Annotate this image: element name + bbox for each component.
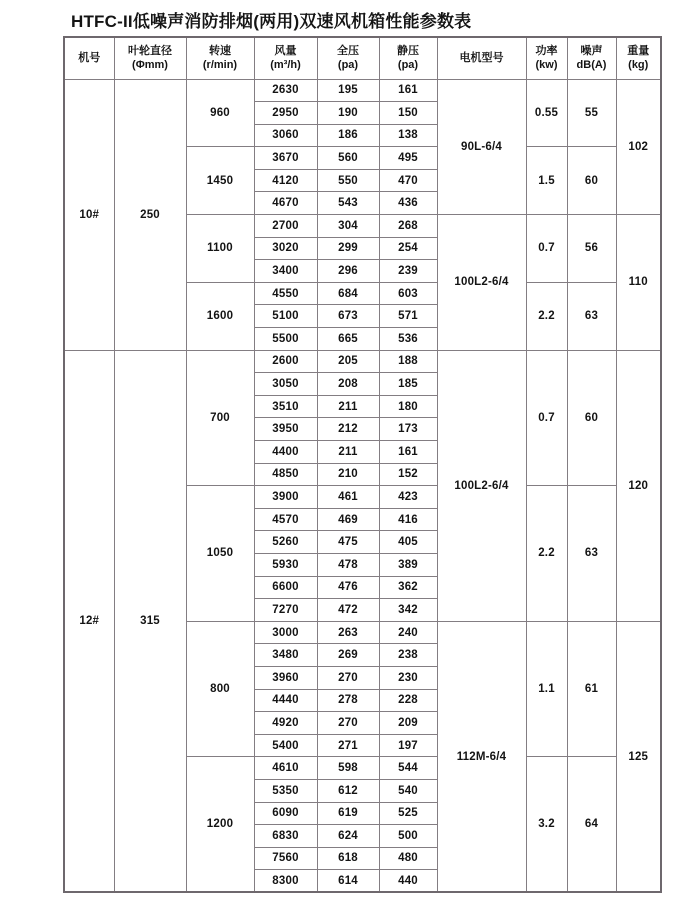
performance-table xyxy=(63,36,662,893)
cell-airflow: 5350 xyxy=(254,779,317,802)
cell-impeller-diameter: 315 xyxy=(114,350,186,892)
cell-total-pressure: 619 xyxy=(317,802,379,825)
cell-speed: 800 xyxy=(186,621,254,757)
cell-total-pressure: 296 xyxy=(317,260,379,283)
cell-static-pressure: 423 xyxy=(379,486,437,509)
cell-total-pressure: 598 xyxy=(317,757,379,780)
cell-noise: 55 xyxy=(567,79,616,147)
header-motor-model: 电机型号 xyxy=(437,37,526,79)
cell-power: 2.2 xyxy=(526,486,567,622)
cell-total-pressure: 271 xyxy=(317,734,379,757)
cell-motor-model: 100L2-6/4 xyxy=(437,350,526,621)
cell-speed: 960 xyxy=(186,79,254,147)
cell-static-pressure: 161 xyxy=(379,79,437,102)
cell-total-pressure: 618 xyxy=(317,847,379,870)
cell-static-pressure: 544 xyxy=(379,757,437,780)
cell-static-pressure: 470 xyxy=(379,169,437,192)
cell-static-pressure: 173 xyxy=(379,418,437,441)
cell-total-pressure: 211 xyxy=(317,441,379,464)
cell-weight: 120 xyxy=(616,350,661,621)
cell-static-pressure: 405 xyxy=(379,531,437,554)
cell-static-pressure: 138 xyxy=(379,124,437,147)
cell-airflow: 6830 xyxy=(254,825,317,848)
cell-total-pressure: 461 xyxy=(317,486,379,509)
cell-total-pressure: 472 xyxy=(317,599,379,622)
cell-total-pressure: 624 xyxy=(317,825,379,848)
cell-total-pressure: 560 xyxy=(317,147,379,170)
cell-total-pressure: 543 xyxy=(317,192,379,215)
cell-static-pressure: 188 xyxy=(379,350,437,373)
cell-motor-model: 90L-6/4 xyxy=(437,79,526,215)
cell-speed: 1200 xyxy=(186,757,254,893)
cell-machine-no: 10# xyxy=(64,79,114,350)
cell-static-pressure: 209 xyxy=(379,712,437,735)
cell-airflow: 3000 xyxy=(254,621,317,644)
cell-total-pressure: 469 xyxy=(317,508,379,531)
cell-airflow: 3400 xyxy=(254,260,317,283)
cell-airflow: 3510 xyxy=(254,395,317,418)
cell-total-pressure: 299 xyxy=(317,237,379,260)
cell-noise: 61 xyxy=(567,621,616,757)
cell-noise: 64 xyxy=(567,757,616,893)
cell-total-pressure: 263 xyxy=(317,621,379,644)
cell-impeller-diameter: 250 xyxy=(114,79,186,350)
cell-airflow: 5100 xyxy=(254,305,317,328)
cell-speed: 1050 xyxy=(186,486,254,622)
cell-static-pressure: 150 xyxy=(379,102,437,125)
cell-airflow: 4920 xyxy=(254,712,317,735)
cell-airflow: 3900 xyxy=(254,486,317,509)
cell-weight: 110 xyxy=(616,215,661,351)
cell-static-pressure: 536 xyxy=(379,328,437,351)
cell-total-pressure: 269 xyxy=(317,644,379,667)
cell-total-pressure: 550 xyxy=(317,169,379,192)
cell-total-pressure: 614 xyxy=(317,870,379,893)
cell-weight: 125 xyxy=(616,621,661,892)
cell-airflow: 2950 xyxy=(254,102,317,125)
cell-static-pressure: 525 xyxy=(379,802,437,825)
cell-noise: 56 xyxy=(567,215,616,283)
cell-static-pressure: 161 xyxy=(379,441,437,464)
header-row xyxy=(64,37,661,79)
cell-static-pressure: 540 xyxy=(379,779,437,802)
cell-static-pressure: 240 xyxy=(379,621,437,644)
cell-airflow: 3020 xyxy=(254,237,317,260)
cell-total-pressure: 186 xyxy=(317,124,379,147)
table-header xyxy=(64,37,661,79)
header-static-pressure: 静压 (pa) xyxy=(379,37,437,79)
cell-airflow: 4550 xyxy=(254,282,317,305)
cell-static-pressure: 571 xyxy=(379,305,437,328)
cell-static-pressure: 362 xyxy=(379,576,437,599)
header-weight: 重量 (kg) xyxy=(616,37,661,79)
cell-airflow: 6600 xyxy=(254,576,317,599)
cell-static-pressure: 185 xyxy=(379,373,437,396)
cell-total-pressure: 208 xyxy=(317,373,379,396)
cell-static-pressure: 268 xyxy=(379,215,437,238)
cell-airflow: 3050 xyxy=(254,373,317,396)
cell-airflow: 4400 xyxy=(254,441,317,464)
cell-airflow: 4440 xyxy=(254,689,317,712)
cell-total-pressure: 673 xyxy=(317,305,379,328)
header-airflow: 风量 (m³/h) xyxy=(254,37,317,79)
cell-total-pressure: 475 xyxy=(317,531,379,554)
cell-static-pressure: 436 xyxy=(379,192,437,215)
cell-airflow: 6090 xyxy=(254,802,317,825)
cell-noise: 63 xyxy=(567,282,616,350)
cell-power: 3.2 xyxy=(526,757,567,893)
cell-power: 1.1 xyxy=(526,621,567,757)
cell-speed: 1600 xyxy=(186,282,254,350)
cell-static-pressure: 416 xyxy=(379,508,437,531)
cell-static-pressure: 500 xyxy=(379,825,437,848)
cell-total-pressure: 665 xyxy=(317,328,379,351)
cell-total-pressure: 212 xyxy=(317,418,379,441)
cell-airflow: 3960 xyxy=(254,666,317,689)
cell-airflow: 4670 xyxy=(254,192,317,215)
cell-static-pressure: 152 xyxy=(379,463,437,486)
cell-static-pressure: 238 xyxy=(379,644,437,667)
header-impeller-diameter: 叶轮直径 (Φmm) xyxy=(114,37,186,79)
header-machine-no: 机号 xyxy=(64,37,114,79)
cell-airflow: 5260 xyxy=(254,531,317,554)
table-row xyxy=(64,79,661,102)
page-title: HTFC-II低噪声消防排烟(两用)双速风机箱性能参数表 xyxy=(71,12,472,31)
cell-airflow: 2700 xyxy=(254,215,317,238)
cell-total-pressure: 478 xyxy=(317,553,379,576)
cell-airflow: 5400 xyxy=(254,734,317,757)
cell-total-pressure: 304 xyxy=(317,215,379,238)
cell-power: 0.7 xyxy=(526,215,567,283)
cell-static-pressure: 342 xyxy=(379,599,437,622)
cell-power: 1.5 xyxy=(526,147,567,215)
cell-static-pressure: 180 xyxy=(379,395,437,418)
cell-total-pressure: 684 xyxy=(317,282,379,305)
cell-speed: 700 xyxy=(186,350,254,486)
cell-power: 2.2 xyxy=(526,282,567,350)
cell-static-pressure: 389 xyxy=(379,553,437,576)
cell-airflow: 3060 xyxy=(254,124,317,147)
header-total-pressure: 全压 (pa) xyxy=(317,37,379,79)
cell-total-pressure: 270 xyxy=(317,666,379,689)
cell-total-pressure: 211 xyxy=(317,395,379,418)
cell-static-pressure: 230 xyxy=(379,666,437,689)
cell-noise: 63 xyxy=(567,486,616,622)
cell-motor-model: 112M-6/4 xyxy=(437,621,526,892)
cell-total-pressure: 205 xyxy=(317,350,379,373)
cell-static-pressure: 239 xyxy=(379,260,437,283)
cell-power: 0.55 xyxy=(526,79,567,147)
cell-noise: 60 xyxy=(567,350,616,486)
cell-airflow: 7270 xyxy=(254,599,317,622)
cell-airflow: 4120 xyxy=(254,169,317,192)
cell-motor-model: 100L2-6/4 xyxy=(437,215,526,351)
cell-speed: 1450 xyxy=(186,147,254,215)
cell-airflow: 4570 xyxy=(254,508,317,531)
table-row xyxy=(64,350,661,373)
cell-airflow: 5500 xyxy=(254,328,317,351)
cell-airflow: 2630 xyxy=(254,79,317,102)
cell-static-pressure: 440 xyxy=(379,870,437,893)
cell-speed: 1100 xyxy=(186,215,254,283)
cell-total-pressure: 190 xyxy=(317,102,379,125)
cell-static-pressure: 228 xyxy=(379,689,437,712)
cell-noise: 60 xyxy=(567,147,616,215)
cell-airflow: 4610 xyxy=(254,757,317,780)
cell-airflow: 2600 xyxy=(254,350,317,373)
header-power: 功率 (kw) xyxy=(526,37,567,79)
cell-total-pressure: 270 xyxy=(317,712,379,735)
cell-total-pressure: 476 xyxy=(317,576,379,599)
header-speed: 转速 (r/min) xyxy=(186,37,254,79)
cell-total-pressure: 612 xyxy=(317,779,379,802)
cell-airflow: 7560 xyxy=(254,847,317,870)
cell-total-pressure: 210 xyxy=(317,463,379,486)
cell-total-pressure: 195 xyxy=(317,79,379,102)
header-noise: 噪声 dB(A) xyxy=(567,37,616,79)
cell-static-pressure: 480 xyxy=(379,847,437,870)
cell-airflow: 4850 xyxy=(254,463,317,486)
cell-airflow: 5930 xyxy=(254,553,317,576)
cell-static-pressure: 495 xyxy=(379,147,437,170)
cell-total-pressure: 278 xyxy=(317,689,379,712)
cell-airflow: 8300 xyxy=(254,870,317,893)
cell-static-pressure: 603 xyxy=(379,282,437,305)
cell-static-pressure: 254 xyxy=(379,237,437,260)
cell-power: 0.7 xyxy=(526,350,567,486)
cell-static-pressure: 197 xyxy=(379,734,437,757)
cell-airflow: 3480 xyxy=(254,644,317,667)
cell-airflow: 3950 xyxy=(254,418,317,441)
cell-weight: 102 xyxy=(616,79,661,215)
cell-machine-no: 12# xyxy=(64,350,114,892)
table-body xyxy=(64,79,661,892)
cell-airflow: 3670 xyxy=(254,147,317,170)
